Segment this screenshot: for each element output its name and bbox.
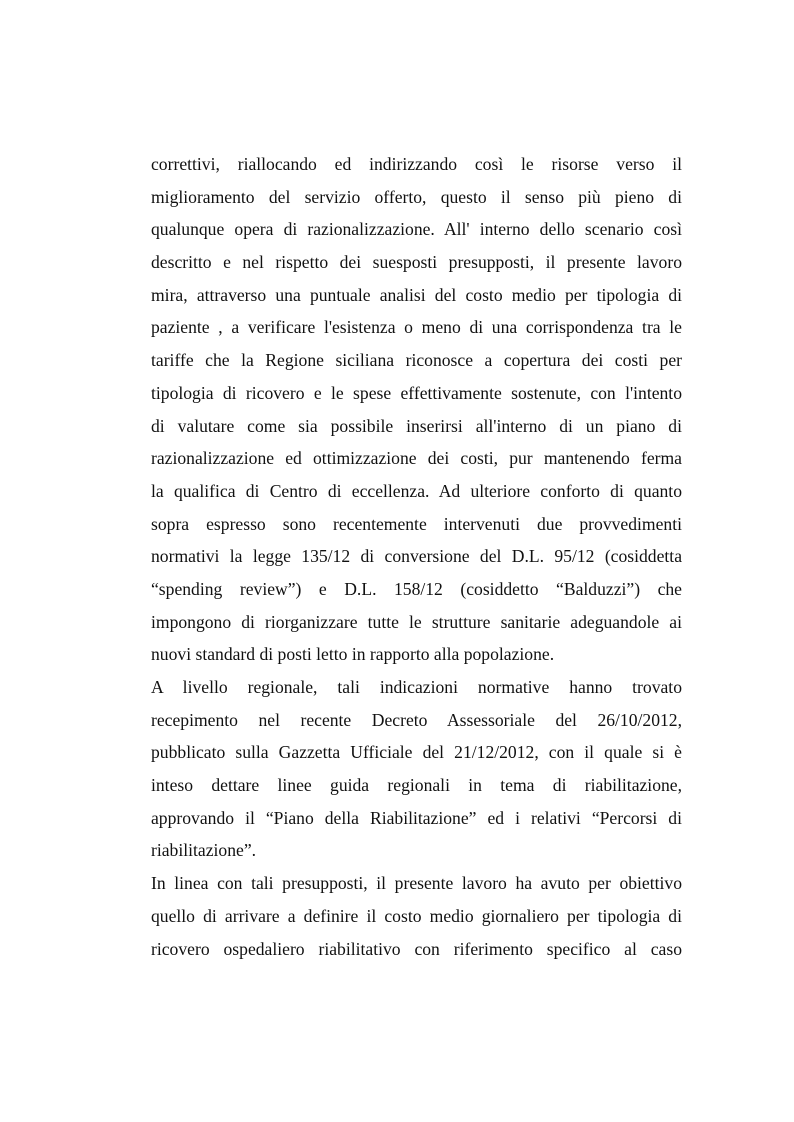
text-line: pubblicato sulla Gazzetta Ufficiale del 21/12/2012, con il quale si è <box>151 742 682 763</box>
text-line: quello di arrivare a definire il costo medio giornaliero per tipologia di <box>151 905 682 926</box>
text-line: impongono di riorganizzare tutte le strutture sanitarie adeguandole ai <box>151 611 682 632</box>
text-line: normativi la legge 135/12 di conversione del D.L. 95/12 (cosiddetta <box>151 546 682 567</box>
text-line: approvando il “Piano della Riabilitazione” ed i relativi “Percorsi di <box>151 807 682 828</box>
text-line: razionalizzazione ed ottimizzazione dei costi, pur mantenendo ferma <box>151 448 682 469</box>
text-line: nuovi standard di posti letto in rapporto alla popolazione. <box>151 644 555 665</box>
text-line: tariffe che la Regione siciliana riconosce a copertura dei costi per <box>151 350 682 371</box>
text-line: mira, attraverso una puntuale analisi del costo medio per tipologia di <box>151 284 682 305</box>
text-line: ricovero ospedaliero riabilitativo con riferimento specifico al caso <box>151 938 682 959</box>
text-line: descritto e nel rispetto dei suesposti presupposti, il presente lavoro <box>151 252 682 273</box>
text-line: recepimento nel recente Decreto Assessoriale del 26/10/2012, <box>151 709 682 730</box>
text-line: correttivi, riallocando ed indirizzando così le risorse verso il <box>151 154 682 174</box>
text-line: inteso dettare linee guida regionali in tema di riabilitazione, <box>151 775 682 796</box>
body-text <box>151 148 682 965</box>
text-line: riabilitazione”. <box>151 840 257 861</box>
text-line: miglioramento del servizio offerto, questo il senso più pieno di <box>151 186 682 207</box>
text-line: In linea con tali presupposti, il presente lavoro ha avuto per obiettivo <box>151 873 682 894</box>
text-line: sopra espresso sono recentemente intervenuti due provvedimenti <box>151 513 682 534</box>
text-line: di valutare come sia possibile inserirsi all'interno di un piano di <box>151 415 682 436</box>
text-line: tipologia di ricovero e le spese effettivamente sostenute, con l'intento <box>151 382 682 403</box>
text-line: paziente , a verificare l'esistenza o meno di una corrispondenza tra le <box>151 317 682 338</box>
text-line: qualunque opera di razionalizzazione. All' interno dello scenario così <box>151 219 682 240</box>
text-line: “spending review”) e D.L. 158/12 (cosiddetto “Balduzzi”) che <box>151 578 682 599</box>
text-line: la qualifica di Centro di eccellenza. Ad ulteriore conforto di quanto <box>151 480 682 501</box>
text-line: A livello regionale, tali indicazioni normative hanno trovato <box>151 677 682 697</box>
